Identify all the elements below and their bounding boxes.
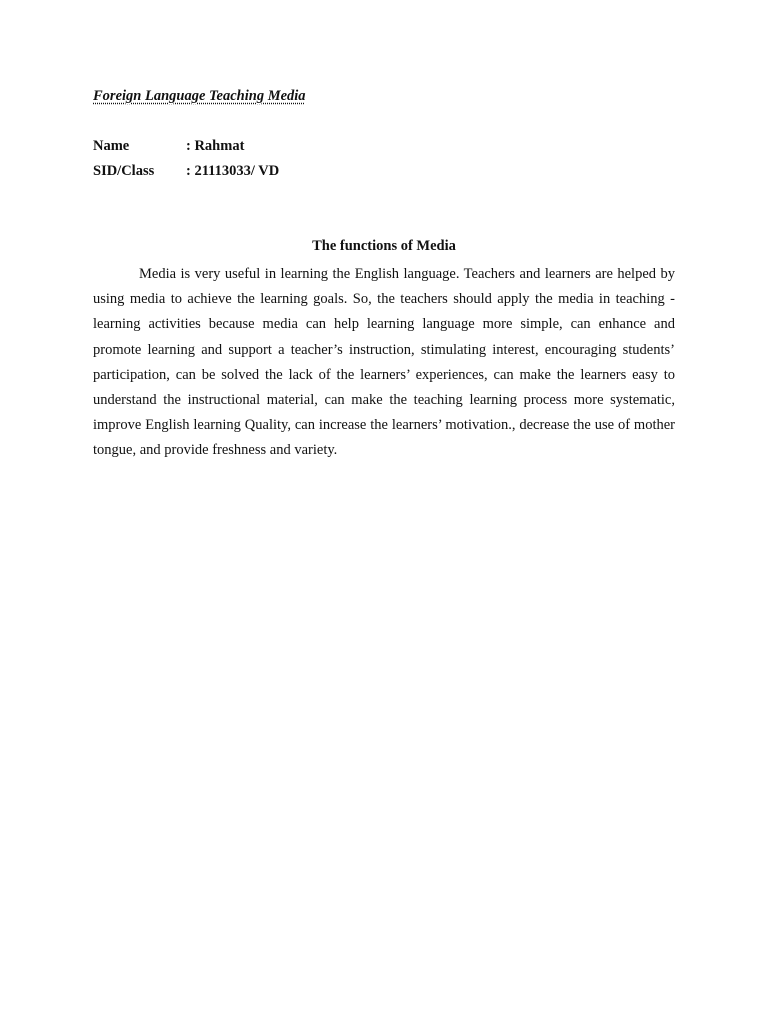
document-title: Foreign Language Teaching Media xyxy=(93,88,306,104)
body-paragraph: Media is very useful in learning the English language. Teachers and learners are helped by using media to achieve the learning goals. So, the teachers should apply the media in teaching - learning activities because media can help learning language more simple, can enhance and promote learning and support a teacher’s instruction, stimulating interest, encouraging students’ participation, can be solved the lack of the learners’ experiences, can make the learners easy to understand the instructional material, can make the teaching learning process more systematic, improve English learning Quality, can increase the learners’ motivation., decrease the use of mother tongue, and provide freshness and variety. xyxy=(93,266,675,459)
name-label: Name xyxy=(93,138,130,154)
sid-class-value: : 21113033/ VD xyxy=(186,163,280,179)
section-heading: The functions of Media xyxy=(312,238,456,254)
sid-class-label: SID/Class xyxy=(93,163,155,179)
name-value: : Rahmat xyxy=(186,138,245,154)
name-field-row xyxy=(93,138,244,155)
sid-class-field-row xyxy=(93,163,279,180)
